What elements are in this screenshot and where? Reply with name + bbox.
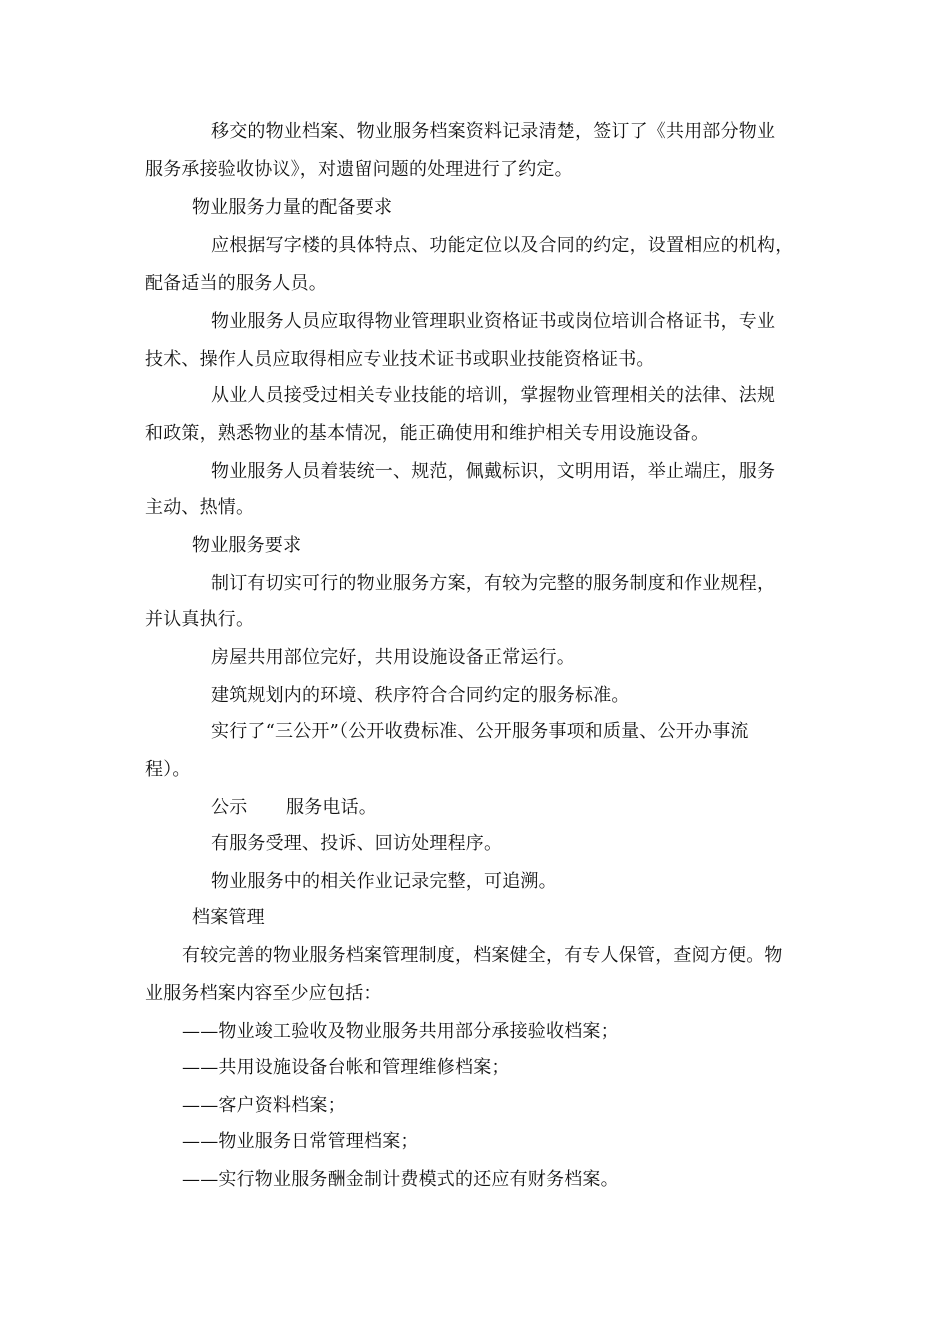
list-item: ——物业竣工验收及物业服务共用部分承接验收档案； <box>182 1021 619 1042</box>
paragraph-line: 技术、操作人员应取得相应专业技术证书或职业技能资格证书。 <box>145 349 655 370</box>
list-item: ——共用设施设备台帐和管理维修档案； <box>182 1057 510 1078</box>
paragraph-line: 物业服务中的相关作业记录完整，可追溯。 <box>211 871 557 892</box>
list-item: ——物业服务日常管理档案； <box>182 1131 419 1152</box>
paragraph-line: 建筑规划内的环境、秩序符合合同约定的服务标准。 <box>211 685 630 706</box>
paragraph-line: 实行了“三公开”（公开收费标准、公开服务事项和质量、公开办事流 <box>211 721 749 742</box>
section-heading: 物业服务要求 <box>192 535 302 556</box>
paragraph-line: 房屋共用部位完好，共用设施设备正常运行。 <box>211 647 575 668</box>
paragraph-line: 应根据写字楼的具体特点、功能定位以及合同的约定，设置相应的机构， <box>211 235 794 256</box>
paragraph-line: 配备适当的服务人员。 <box>145 273 327 294</box>
paragraph-line: 制订有切实可行的物业服务方案，有较为完整的服务制度和作业规程， <box>211 573 776 594</box>
list-item: ——实行物业服务酬金制计费模式的还应有财务档案。 <box>182 1169 619 1190</box>
paragraph-line: 公示 <box>211 797 248 818</box>
paragraph-line: 业服务档案内容至少应包括： <box>145 983 382 1004</box>
list-item: ——客户资料档案； <box>182 1095 346 1116</box>
paragraph-line: 物业服务人员着装统一、规范，佩戴标识，文明用语，举止端庄，服务 <box>211 461 776 482</box>
paragraph-line: 服务承接验收协议》，对遗留问题的处理进行了约定。 <box>145 159 573 180</box>
paragraph-line: 移交的物业档案、物业服务档案资料记录清楚，签订了《共用部分物业 <box>211 121 776 142</box>
paragraph-line: 和政策，熟悉物业的基本情况，能正确使用和维护相关专用设施设备。 <box>145 423 710 444</box>
paragraph-line: 从业人员接受过相关专业技能的培训，掌握物业管理相关的法律、法规 <box>211 385 776 406</box>
paragraph-line: 主动、热情。 <box>145 497 255 518</box>
paragraph-line: 有服务受理、投诉、回访处理程序。 <box>211 833 503 854</box>
section-heading: 档案管理 <box>192 907 265 928</box>
paragraph-line: 有较完善的物业服务档案管理制度，档案健全，有专人保管，查阅方便。物 <box>182 945 783 966</box>
paragraph-line: 程）。 <box>145 759 191 780</box>
paragraph-line: 并认真执行。 <box>145 609 255 630</box>
paragraph-line: 物业服务人员应取得物业管理职业资格证书或岗位培训合格证书，专业 <box>211 311 776 332</box>
section-heading: 物业服务力量的配备要求 <box>192 197 393 218</box>
paragraph-line: 服务电话。 <box>286 797 377 818</box>
